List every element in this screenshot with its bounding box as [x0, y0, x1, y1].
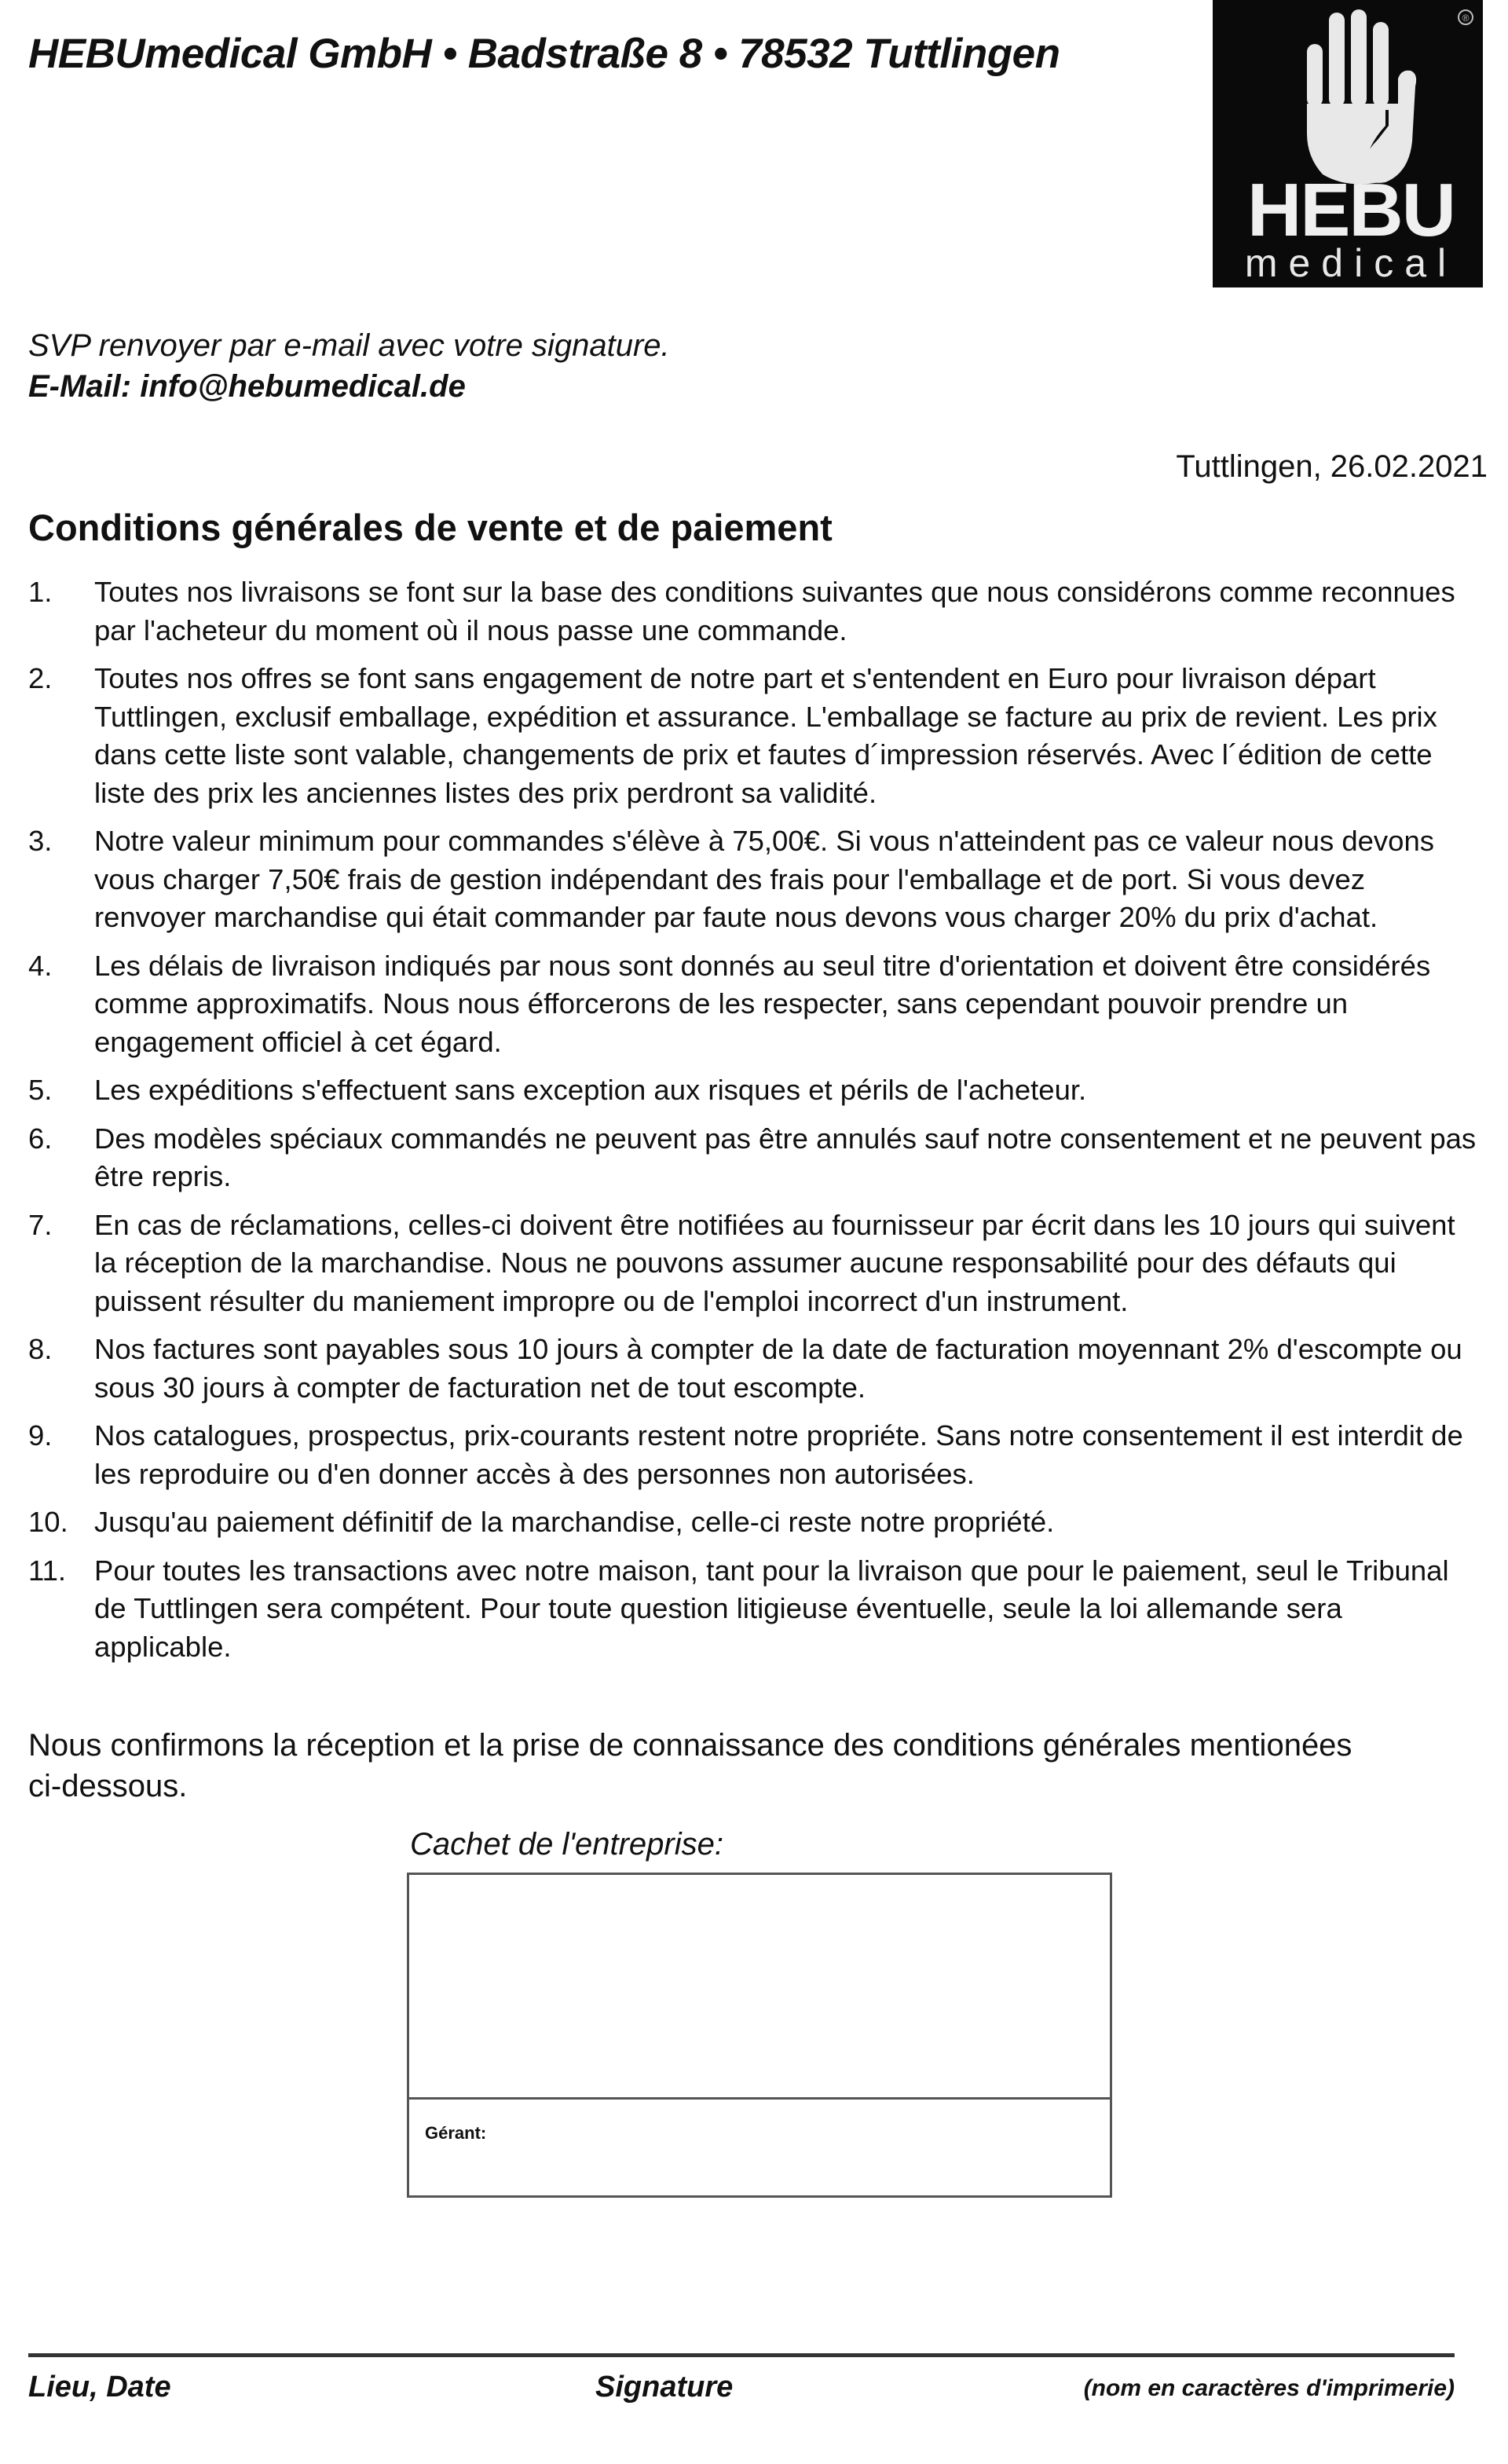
raised-hand-icon [1213, 0, 1483, 287]
term-text: Nos catalogues, prospectus, prix-courants restent notre propriéte. Sans notre consentement il est interdit de les reproduire ou d'en donner accès à des personnes non autorisées. [94, 1419, 1463, 1490]
term-number: 8. [28, 1333, 53, 1365]
term-item [28, 1552, 1481, 1667]
company-stamp-box[interactable] [407, 1873, 1112, 2198]
term-number: 5. [28, 1074, 53, 1106]
hebu-medical-logo [1213, 0, 1483, 287]
term-item [28, 1071, 1481, 1110]
term-text: Nos factures sont payables sous 10 jours à compter de la date de facturation moyennant 2% d'escompte ou sous 30 jours à compter de facturation net de tout escompte. [94, 1333, 1462, 1404]
printed-name-label: (nom en caractères d'imprimerie) [1083, 2375, 1455, 2401]
term-item [28, 1206, 1481, 1321]
stamp-area[interactable] [409, 1875, 1110, 2100]
term-item [28, 822, 1481, 937]
return-instruction: SVP renvoyer par e-mail avec votre signature. [28, 328, 670, 363]
document-date: Tuttlingen, 26.02.2021 [1176, 449, 1488, 484]
logo-brand-text: HEBU [1246, 168, 1455, 252]
signature-line[interactable] [28, 2353, 1455, 2357]
term-number: 2. [28, 662, 53, 694]
term-number: 7. [28, 1208, 53, 1241]
term-item [28, 1417, 1481, 1493]
term-text: Les expéditions s'effectuent sans exception aux risques et périls de l'acheteur. [94, 1074, 1087, 1106]
term-item [28, 1503, 1481, 1542]
term-text: Toutes nos livraisons se font sur la base des conditions suivantes que nous considérons comme reconnues par l'acheteur du moment où il nous passe une commande. [94, 576, 1455, 646]
term-number: 4. [28, 949, 53, 982]
term-item [28, 947, 1481, 1062]
svg-text:®: ® [1462, 13, 1470, 24]
term-number: 6. [28, 1122, 53, 1155]
term-text: Pour toutes les transactions avec notre maison, tant pour la livraison que pour le paiement, seul le Tribunal de Tuttlingen sera compétent. Pour toute question litigieuse éventuelle, seule la loi allemande sera applicable. [94, 1554, 1449, 1663]
term-text: Des modèles spéciaux commandés ne peuvent pas être annulés sauf notre consentement et ne peuvent pas être repris. [94, 1122, 1477, 1192]
term-item [28, 573, 1481, 650]
term-number: 10. [28, 1506, 68, 1538]
terms-list [28, 573, 1481, 1676]
company-stamp-label: Cachet de l'entreprise: [410, 1827, 723, 1862]
term-item [28, 1331, 1481, 1407]
term-number: 3. [28, 825, 53, 857]
term-number: 9. [28, 1419, 53, 1452]
term-item [28, 1120, 1481, 1196]
logo-sub-brand-text: medical [1244, 241, 1458, 285]
term-item [28, 660, 1481, 812]
manager-label: Gérant: [425, 2123, 487, 2143]
page-title: Conditions générales de vente et de paiement [28, 507, 833, 548]
term-text: En cas de réclamations, celles-ci doivent être notifiées au fournisseur par écrit dans les 10 jours qui suivent la réception de la marchandise. Nous ne pouvons assumer aucune responsabilité pour des défauts qui puissent résulter du maniement impropre ou de l'emploi incorrect d'un instrument. [94, 1208, 1455, 1317]
term-text: Jusqu'au paiement définitif de la marchandise, celle-ci reste notre propriété. [94, 1506, 1055, 1538]
term-text: Toutes nos offres se font sans engagement de notre part et s'entendent en Euro pour livraison départ Tuttlingen, exclusif emballage, expédition et assurance. L'emballage se facture au prix de revient. Les prix dans cette liste sont valable, changements de prix et fautes d´impression réservés. Avec l´édition de cette liste des prix les anciennes listes des prix perdront sa validité. [94, 662, 1437, 809]
place-date-label: Lieu, Date [28, 2371, 171, 2404]
email-contact[interactable]: E-Mail: info@hebumedical.de [28, 369, 466, 404]
term-number: 1. [28, 576, 53, 608]
term-text: Les délais de livraison indiqués par nous sont donnés au seul titre d'orientation et doivent être considérés comme approximatifs. Nous nous éfforcerons de les respecter, sans cependant pouvoir prendre un engagement officiel à cet égard. [94, 949, 1431, 1058]
term-number: 11. [28, 1554, 67, 1587]
signature-label: Signature [595, 2371, 734, 2404]
term-text: Notre valeur minimum pour commandes s'élève à 75,00€. Si vous n'atteindent pas ce valeur nous devons vous charger 7,50€ frais de gestion indépendant des frais pour l'emballage et de port. Si vous devez renvoyer marchandise qui était commander par faute nous devons vous charger 20% du prix d'achat. [94, 825, 1435, 933]
company-address-header: HEBUmedical GmbH • Badstraße 8 • 78532 Tuttlingen [28, 31, 1060, 77]
confirmation-statement: Nous confirmons la réception et la prise de connaissance des conditions générales mentionées ci-dessous. [28, 1728, 1352, 1803]
